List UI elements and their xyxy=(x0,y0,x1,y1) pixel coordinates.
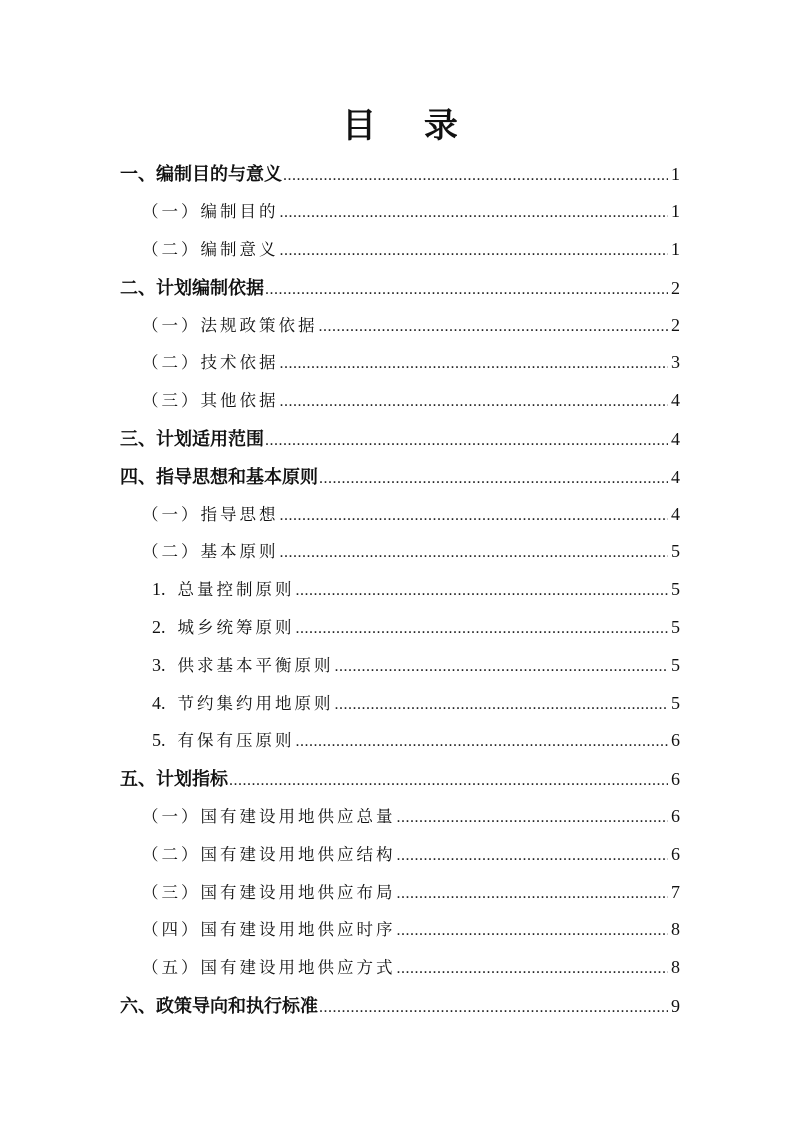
dot-leader xyxy=(397,809,669,827)
toc-entry-page: 3 xyxy=(671,352,680,372)
toc-entry-subsection-1-1[interactable] xyxy=(142,198,680,228)
toc-entry-text: 有保有压原则 xyxy=(177,731,295,750)
toc-entry-section-2[interactable] xyxy=(120,274,680,304)
toc-entry-subsection-2-1[interactable] xyxy=(142,312,680,342)
toc-entry-label: 四、指导思想和基本原则 xyxy=(120,467,318,488)
toc-entry-text: 供求基本平衡原则 xyxy=(177,656,334,675)
toc-entry-page: 8 xyxy=(671,919,680,939)
dot-leader xyxy=(319,470,668,488)
toc-entry-page: 4 xyxy=(671,429,680,449)
dot-leader xyxy=(265,432,668,450)
toc-entry-label: （二）国有建设用地供应结构 xyxy=(142,845,396,864)
toc-entry-label: 一、编制目的与意义 xyxy=(120,164,282,185)
toc-entry-page: 2 xyxy=(671,278,680,298)
toc-entry-label: 二、计划编制依据 xyxy=(120,278,264,299)
toc-entry-subsection-5-2[interactable] xyxy=(142,841,680,871)
toc-entry-page: 5 xyxy=(671,693,680,713)
dot-leader xyxy=(397,847,669,865)
toc-entry-label: （一）国有建设用地供应总量 xyxy=(142,807,396,826)
toc-entry-subsection-1-2[interactable] xyxy=(142,236,680,266)
dot-leader xyxy=(397,922,669,940)
toc-entry-label: 五、计划指标 xyxy=(120,769,228,790)
dot-leader xyxy=(319,999,668,1017)
dot-leader xyxy=(280,393,669,411)
toc-entry-label xyxy=(152,690,334,714)
toc-entry-subsection-4-1[interactable] xyxy=(142,501,680,531)
dot-leader xyxy=(319,318,669,336)
toc-entry-item-4-2-2[interactable] xyxy=(152,614,680,644)
toc-entry-label: （五）国有建设用地供应方式 xyxy=(142,958,396,977)
dot-leader xyxy=(335,696,669,714)
toc-entry-label xyxy=(152,652,334,676)
toc-entry-page: 5 xyxy=(671,655,680,675)
dot-leader xyxy=(280,507,669,525)
toc-entry-section-4[interactable] xyxy=(120,463,680,493)
toc-entry-page: 2 xyxy=(671,315,680,335)
toc-entry-page: 5 xyxy=(671,579,680,599)
toc-entry-label xyxy=(152,727,295,751)
toc-entry-label xyxy=(152,576,295,600)
toc-entry-subsection-5-5[interactable] xyxy=(142,954,680,984)
dot-leader xyxy=(280,544,669,562)
toc-entry-label: （三）其他依据 xyxy=(142,391,279,410)
toc-entry-number: 1. xyxy=(152,579,166,599)
toc-entry-label: 三、计划适用范围 xyxy=(120,429,264,450)
toc-entry-page: 4 xyxy=(671,504,680,524)
page-title: 目 录 xyxy=(342,106,476,146)
toc-entry-page: 9 xyxy=(671,996,680,1016)
toc-entry-text: 总量控制原则 xyxy=(177,580,295,599)
toc-entry-label: （一）法规政策依据 xyxy=(142,316,318,335)
toc-entry-label: 六、政策导向和执行标准 xyxy=(120,996,318,1017)
toc-entry-section-3[interactable] xyxy=(120,425,680,455)
toc-entry-section-1[interactable] xyxy=(120,160,680,190)
toc-entry-item-4-2-1[interactable] xyxy=(152,576,680,606)
toc-entry-text: 城乡统筹原则 xyxy=(177,618,295,637)
toc-entry-page: 8 xyxy=(671,957,680,977)
toc-entry-label: （二）技术依据 xyxy=(142,353,279,372)
dot-leader xyxy=(296,620,669,638)
dot-leader xyxy=(397,885,669,903)
toc-entry-subsection-2-2[interactable] xyxy=(142,349,680,379)
toc-entry-item-4-2-3[interactable] xyxy=(152,652,680,682)
dot-leader xyxy=(280,355,669,373)
toc-entry-page: 6 xyxy=(671,844,680,864)
dot-leader xyxy=(397,960,669,978)
toc-entry-number: 2. xyxy=(152,617,166,637)
toc-entry-page: 5 xyxy=(671,541,680,561)
toc-entry-label xyxy=(152,614,295,638)
toc-entry-page: 1 xyxy=(671,164,680,184)
toc-entry-page: 6 xyxy=(671,730,680,750)
toc-entry-item-4-2-5[interactable] xyxy=(152,727,680,757)
dot-leader xyxy=(265,281,668,299)
toc-entry-subsection-4-2[interactable] xyxy=(142,538,680,568)
toc-entry-text: 节约集约用地原则 xyxy=(177,694,334,713)
dot-leader xyxy=(280,204,669,222)
toc-entry-page: 1 xyxy=(671,239,680,259)
toc-entry-number: 4. xyxy=(152,693,166,713)
toc-entry-label: （二）编制意义 xyxy=(142,240,279,259)
toc-entry-subsection-5-4[interactable] xyxy=(142,916,680,946)
dot-leader xyxy=(283,167,668,185)
dot-leader xyxy=(296,582,669,600)
toc-entry-subsection-5-1[interactable] xyxy=(142,803,680,833)
toc-entry-label: （一）指导思想 xyxy=(142,505,279,524)
toc-entry-page: 5 xyxy=(671,617,680,637)
toc-entry-number: 5. xyxy=(152,730,166,750)
dot-leader xyxy=(280,242,669,260)
toc-entry-section-6[interactable] xyxy=(120,992,680,1022)
toc-entry-page: 1 xyxy=(671,201,680,221)
toc-entry-page: 7 xyxy=(671,882,680,902)
toc-entry-label: （三）国有建设用地供应布局 xyxy=(142,883,396,902)
toc-entry-item-4-2-4[interactable] xyxy=(152,690,680,720)
dot-leader xyxy=(335,658,669,676)
dot-leader xyxy=(229,772,668,790)
toc-entry-section-5[interactable] xyxy=(120,765,680,795)
toc-entry-label: （一）编制目的 xyxy=(142,202,279,221)
toc-entry-label: （四）国有建设用地供应时序 xyxy=(142,920,396,939)
toc-entry-label: （二）基本原则 xyxy=(142,542,279,561)
toc-entry-page: 4 xyxy=(671,467,680,487)
dot-leader xyxy=(296,733,669,751)
toc-entry-number: 3. xyxy=(152,655,166,675)
toc-entry-page: 4 xyxy=(671,390,680,410)
toc-entry-page: 6 xyxy=(671,769,680,789)
toc-entry-subsection-2-3[interactable] xyxy=(142,387,680,417)
toc-entry-page: 6 xyxy=(671,806,680,826)
toc-entry-subsection-5-3[interactable] xyxy=(142,879,680,909)
